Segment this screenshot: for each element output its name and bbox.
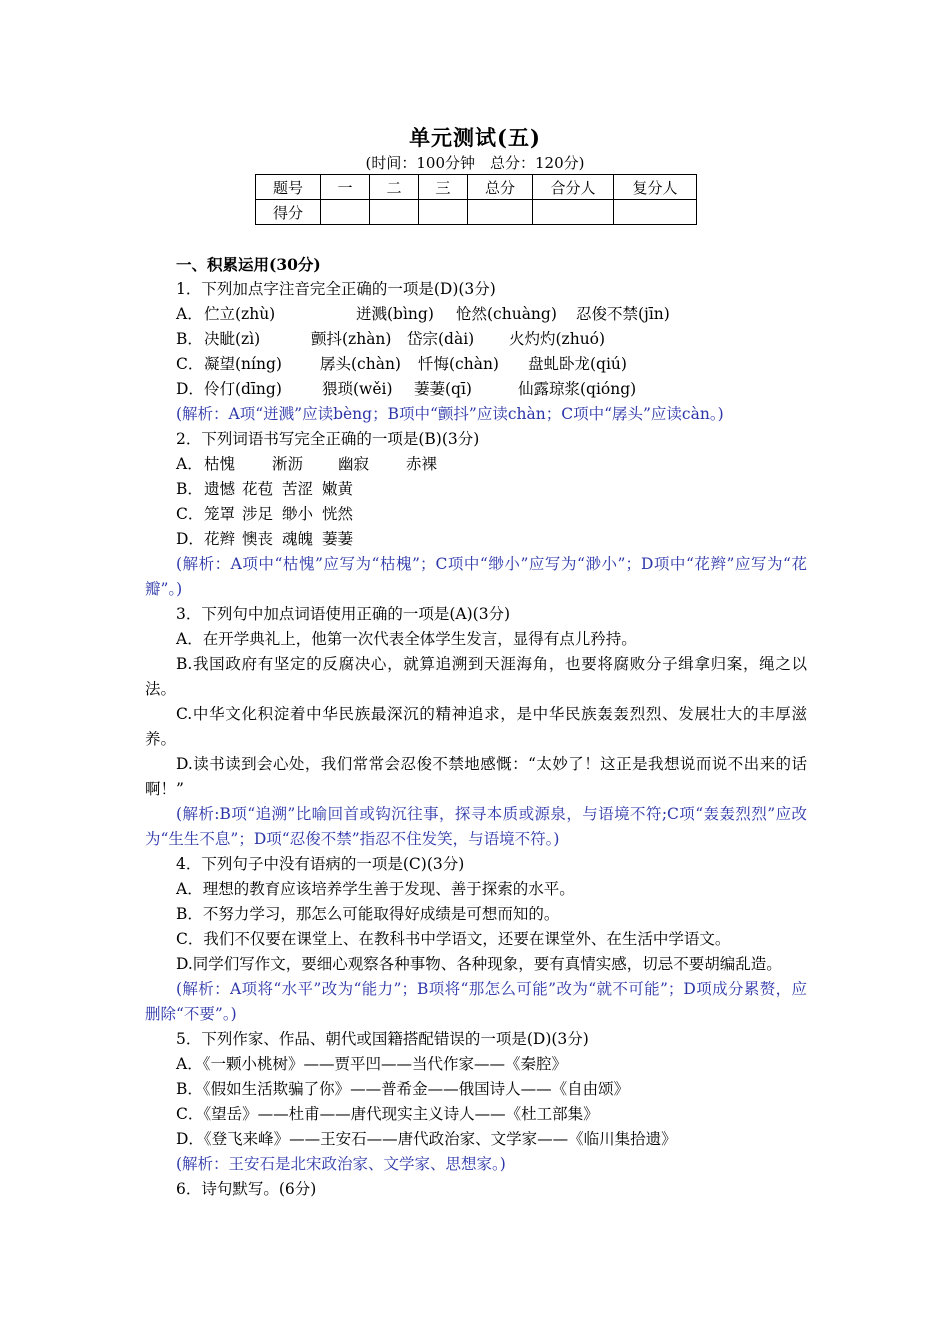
option-item: 怆然(chuàng) — [456, 305, 557, 323]
score-table — [255, 174, 697, 225]
option-row — [145, 352, 807, 377]
option-row — [145, 477, 807, 502]
table-cell: 三 — [419, 175, 468, 200]
option-item: 忍俊不禁(jīn) — [576, 305, 670, 323]
option-letter: C． — [176, 505, 204, 523]
option-item: 花苞 — [242, 480, 274, 498]
option-letter: B． — [176, 480, 203, 498]
option-letter: A． — [176, 455, 203, 473]
option-text: B.我国政府有坚定的反腐决心，就算追溯到天涯海角，也要将腐败分子缉拿归案，绳之以法。 — [145, 655, 807, 698]
table-cell: 合分人 — [533, 175, 614, 200]
option-letter: C． — [176, 355, 204, 373]
option-item: 凝望(níng) — [204, 355, 282, 373]
question-stem: 2．下列词语书写完全正确的一项是(B)(3分) — [176, 430, 480, 448]
option-item: 遗憾 — [204, 480, 236, 498]
option-text: A．理想的教育应该培养学生善于发现、善于探索的水平。 — [176, 880, 575, 898]
option-letter: B． — [176, 330, 203, 348]
option-row — [145, 527, 807, 552]
table-cell: 总分 — [468, 175, 533, 200]
option-item: 枯愧 — [204, 455, 236, 473]
page-subtitle: (时间：100分钟 总分：120分) — [365, 154, 585, 172]
analysis-text: (解析：王安石是北宋政治家、文学家、思想家。) — [176, 1155, 506, 1173]
option-item: 盘虬卧龙(qiú) — [528, 355, 627, 373]
option-item: 魂魄 — [282, 530, 314, 548]
question-stem: 4．下列句子中没有语病的一项是(C)(3分) — [176, 855, 465, 873]
analysis-text: (解析：A项中“枯愧”应写为“枯槐”；C项中“缈小”应写为“渺小”；D项中“花辫”应写为“花瓣”。) — [145, 555, 807, 598]
table-row — [256, 175, 697, 200]
option-item: 萋萋(qī) — [414, 380, 472, 398]
option-text: C.中华文化积淀着中华民族最深沉的精神追求，是中华民族轰轰烈烈、发展壮大的丰厚滋养。 — [145, 705, 807, 748]
option-letter: D． — [176, 530, 204, 548]
option-item: 孱头(chàn) — [320, 355, 401, 373]
option-item: 花辫 — [204, 530, 236, 548]
question-stem: 6．诗句默写。(6分) — [176, 1180, 317, 1198]
option-row — [145, 502, 807, 527]
table-cell — [533, 200, 614, 225]
analysis-text: (解析:B项“追溯”比喻回首或钩沉往事，探寻本质或源泉，与语境不符;C项“轰轰烈烈”应改为“生生不息”；D项“忍俊不禁”指忍不住发笑，与语境不符。) — [145, 805, 807, 848]
option-item: 懊丧 — [242, 530, 274, 548]
option-item: 苦涩 — [282, 480, 314, 498]
option-item: 萋萋 — [322, 530, 354, 548]
page-title: 单元测试(五) — [409, 125, 541, 150]
table-cell — [370, 200, 419, 225]
question-stem: 5．下列作家、作品、朝代或国籍搭配错误的一项是(D)(3分) — [176, 1030, 589, 1048]
option-row — [145, 377, 807, 402]
table-cell: 二 — [370, 175, 419, 200]
option-text: D．《登飞来峰》——王安石——唐代政治家、文学家——《临川集拾遗》 — [176, 1130, 677, 1148]
option-text: A．《一颗小桃树》——贾平凹——当代作家——《秦腔》 — [176, 1055, 567, 1073]
table-cell — [614, 200, 697, 225]
option-item: 伫立(zhù) — [204, 305, 276, 323]
option-item: 伶仃(dīng) — [204, 380, 282, 398]
table-cell — [468, 200, 533, 225]
analysis-text: (解析：A项“迸溅”应读bèng；B项中“颤抖”应读chàn；C项中“孱头”应读càn。) — [176, 405, 724, 423]
questions-body — [145, 252, 807, 1202]
option-item: 仙露琼浆(qióng) — [518, 380, 637, 398]
table-cell: 一 — [321, 175, 370, 200]
option-text: A．在开学典礼上，他第一次代表全体学生发言，显得有点儿矜持。 — [176, 630, 637, 648]
option-item: 淅沥 — [272, 455, 304, 473]
option-text: C．《望岳》——杜甫——唐代现实主义诗人——《杜工部集》 — [176, 1105, 599, 1123]
option-text: B．不努力学习，那怎么可能取得好成绩是可想而知的。 — [176, 905, 560, 923]
option-item: 火灼灼(zhuó) — [509, 330, 606, 348]
option-text: D.读书读到会心处，我们常常会忍俊不禁地感慨：“太妙了！这正是我想说而说不出来的话啊！” — [145, 755, 807, 798]
option-item: 幽寂 — [338, 455, 370, 473]
table-cell — [321, 200, 370, 225]
table-cell: 得分 — [256, 200, 321, 225]
question-stem: 1．下列加点字注音完全正确的一项是(D)(3分) — [176, 280, 496, 298]
option-text: D.同学们写作文，要细心观察各种事物、各种现象，要有真情实感，切忌不要胡编乱造。 — [176, 955, 782, 973]
table-cell: 题号 — [256, 175, 321, 200]
option-item: 迸溅(bìng) — [356, 305, 434, 323]
option-item: 笼罩 — [204, 505, 236, 523]
option-item: 颤抖(zhàn) — [311, 330, 392, 348]
option-item: 赤裸 — [406, 455, 438, 473]
option-row — [145, 452, 807, 477]
option-text: B．《假如生活欺骗了你》——普希金——俄国诗人——《自由颂》 — [176, 1080, 630, 1098]
option-letter: D． — [176, 380, 204, 398]
question-stem: 3．下列句中加点词语使用正确的一项是(A)(3分) — [176, 605, 511, 623]
option-item: 恍然 — [322, 505, 354, 523]
option-item: 猥琐(wěi) — [322, 380, 393, 398]
option-letter: A． — [176, 305, 203, 323]
option-item: 忏悔(chàn) — [418, 355, 499, 373]
option-row — [145, 302, 807, 327]
table-cell: 复分人 — [614, 175, 697, 200]
option-item: 缈小 — [282, 505, 314, 523]
option-row — [145, 327, 807, 352]
analysis-text: (解析：A项将“水平”改为“能力”；B项将“那怎么可能”改为“就不可能”；D项成分累赘，应删除“不要”。) — [145, 980, 807, 1023]
section-title: 一、积累运用(30分) — [176, 255, 321, 274]
option-text: C．我们不仅要在课堂上、在教科书中学语文，还要在课堂外、在生活中学语文。 — [176, 930, 731, 948]
option-item: 决眦(zì) — [204, 330, 261, 348]
option-item: 岱宗(dài) — [407, 330, 475, 348]
table-cell — [419, 200, 468, 225]
option-item: 涉足 — [242, 505, 274, 523]
option-item: 嫩黄 — [322, 480, 354, 498]
table-row — [256, 200, 697, 225]
